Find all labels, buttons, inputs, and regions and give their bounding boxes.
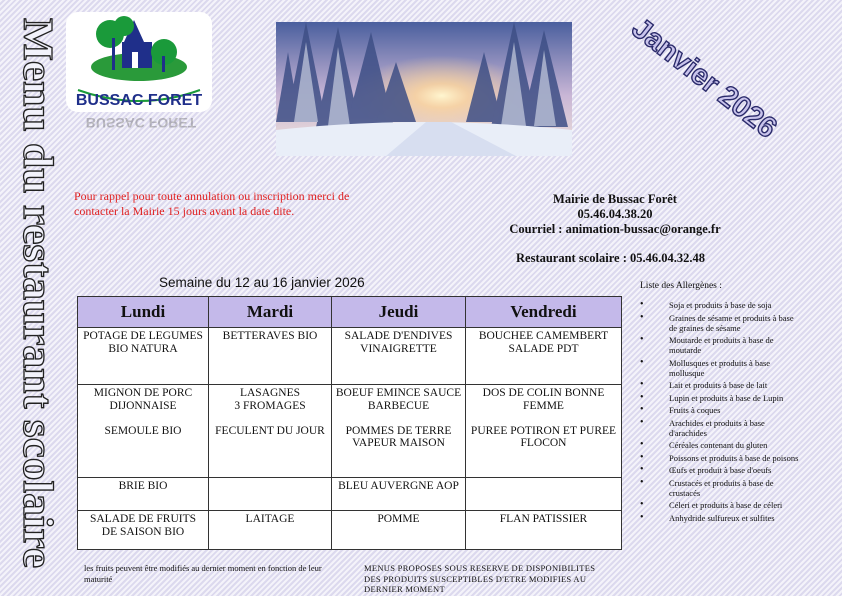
- vertical-title: [4, 14, 62, 574]
- menu-cell: [466, 478, 622, 511]
- allergen-item: • Lupin et produits à base de Lupin: [640, 393, 800, 403]
- fruit-disclaimer: les fruits peuvent être modifiés au dernier moment en fonction de leur maturité: [84, 563, 322, 584]
- mairie-phone: 05.46.04.38.20: [577, 207, 653, 221]
- allergen-item: • Céleri et produits à base de céleri: [640, 500, 800, 510]
- allergens-list: [640, 300, 800, 525]
- day-header: Lundi: [78, 297, 209, 328]
- annulation-notice: Pour rappel pour toute annulation ou inscription merci de contacter la Mairie 15 jours avant la date dite.: [74, 189, 350, 218]
- allergen-item: • Soja et produits à base de soja: [640, 300, 800, 310]
- allergens-title: Liste des Allergènes :: [640, 281, 722, 291]
- menu-cell: FLAN PATISSIER: [466, 511, 622, 550]
- menu-cell: MIGNON DE PORC DIJONNAISE SEMOULE BIO: [78, 385, 209, 478]
- menu-cell: SALADE DE FRUITS DE SAISON BIO: [78, 511, 209, 550]
- allergen-item: • Arachides et produits à base d'arachides: [640, 418, 800, 438]
- mairie-email: Courriel : animation-bussac@orange.fr: [509, 222, 721, 236]
- menu-cell: DOS DE COLIN BONNE FEMME PUREE POTIRON ET PUREE FLOCON: [466, 385, 622, 478]
- menu-disclaimer: MENUS PROPOSES SOUS RESERVE DE DISPONIBILITES DES PRODUITS SUSCEPTIBLES D'ETRE MODIFIES AU DERNIER MOMENT: [364, 563, 596, 594]
- menu-table: [77, 296, 622, 550]
- menu-cell: BOEUF EMINCE SAUCE BARBECUE POMMES DE TERRE VAPEUR MAISON: [332, 385, 466, 478]
- allergen-item: • Lait et produits à base de lait: [640, 380, 800, 390]
- menu-cell: LASAGNES 3 FROMAGES FECULENT DU JOUR: [209, 385, 332, 478]
- vertical-title-text: Menu du restaurant scolaire: [14, 18, 60, 527]
- week-label: Semaine du 12 au 16 janvier 2026: [159, 275, 365, 290]
- allergen-item: • Fruits à coques: [640, 405, 800, 415]
- menu-cell: BOUCHEE CAMEMBERT SALADE PDT: [466, 328, 622, 385]
- menu-cell: BRIE BIO: [78, 478, 209, 511]
- day-header: Vendredi: [466, 297, 622, 328]
- mairie-name: Mairie de Bussac Forêt: [553, 192, 677, 206]
- menu-row-main: [78, 385, 622, 478]
- menu-cell: SALADE D'ENDIVES VINAIGRETTE: [332, 328, 466, 385]
- allergen-item: • Anhydride sulfureux et sulfites: [640, 513, 800, 523]
- logo-reflection-text: BUSSAC FORET: [85, 115, 197, 131]
- menu-row-dessert: [78, 511, 622, 550]
- allergen-item: • Moutarde et produits à base de moutarde: [640, 335, 800, 355]
- menu-row-starter: [78, 328, 622, 385]
- month-title: [612, 14, 822, 174]
- winter-forest-photo: [276, 22, 572, 156]
- menu-header-row: [78, 297, 622, 328]
- menu-row-cheese: [78, 478, 622, 511]
- logo-text: BUSSAC FORET: [75, 92, 203, 109]
- month-title-text: Janvier 2026: [625, 14, 783, 145]
- menu-cell: [209, 478, 332, 511]
- menu-cell: POMME: [332, 511, 466, 550]
- logo-graphic: [66, 12, 212, 112]
- allergen-item: • Mollusques et produits à base mollusque: [640, 358, 800, 378]
- menu-cell: LAITAGE: [209, 511, 332, 550]
- allergen-item: • Poissons et produits à base de poisons: [640, 453, 800, 463]
- logo: [66, 12, 212, 112]
- day-header: Jeudi: [332, 297, 466, 328]
- day-header: Mardi: [209, 297, 332, 328]
- logo-reflection: [76, 112, 206, 138]
- menu-cell: BETTERAVES BIO: [209, 328, 332, 385]
- restaurant-phone: Restaurant scolaire : 05.46.04.32.48: [516, 251, 705, 265]
- allergen-item: • Céréales contenant du gluten: [640, 440, 800, 450]
- menu-cell: BLEU AUVERGNE AOP: [332, 478, 466, 511]
- menu-cell: POTAGE DE LEGUMES BIO NATURA: [78, 328, 209, 385]
- mairie-contact: [470, 192, 760, 237]
- allergen-item: • Œufs et produit à base d'oeufs: [640, 465, 800, 475]
- allergen-item: • Crustacés et produits à base de crustacés: [640, 478, 800, 498]
- allergen-item: • Graines de sésame et produits à base de graines de sésame: [640, 313, 800, 333]
